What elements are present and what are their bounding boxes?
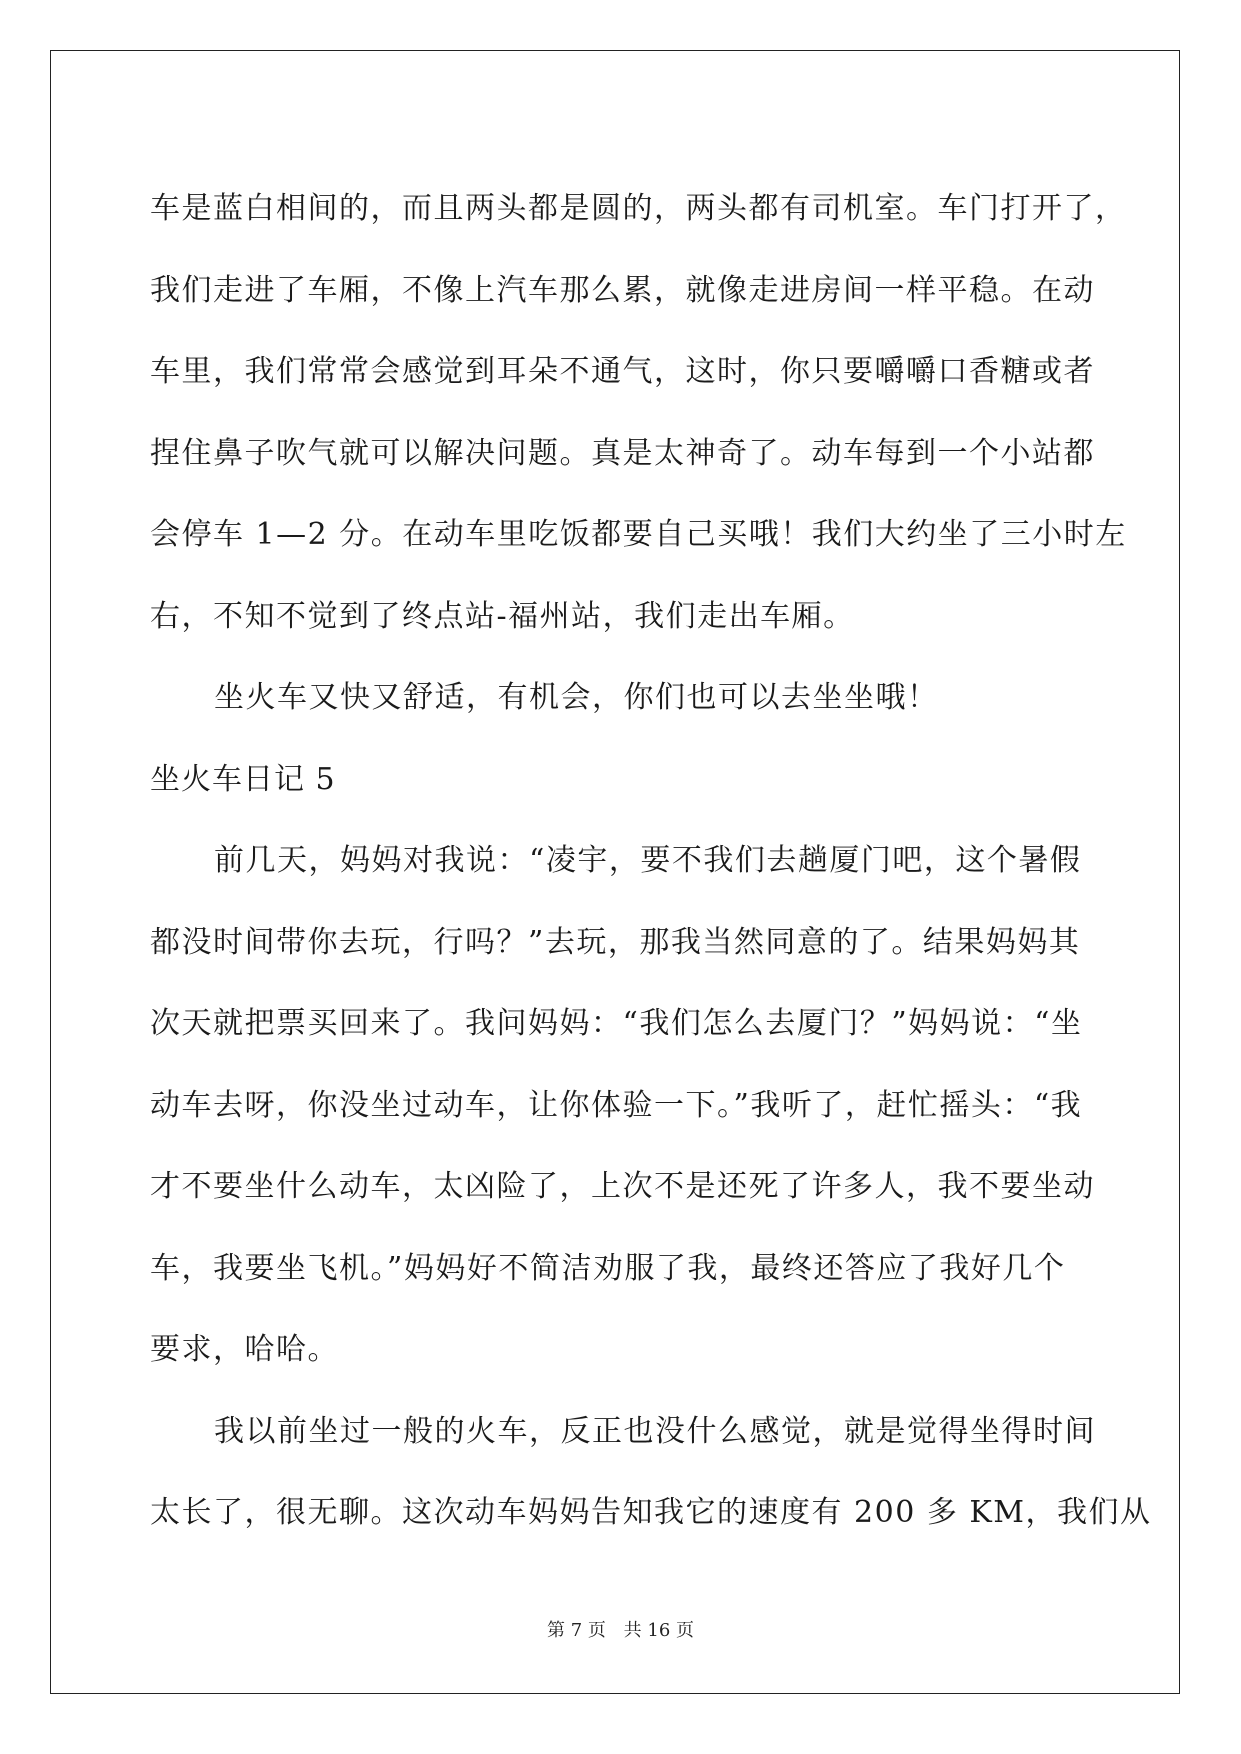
page-total: 共 16 页 [623,1620,694,1641]
paragraph-line: 动车去呀，你没坐过动车，让你体验一下。”我听了，赶忙摇头：“我 [150,1087,1083,1123]
section-heading: 坐火车日记 5 [150,761,336,797]
paragraph-line: 右，不知不觉到了终点站-福州站，我们走出车厢。 [150,598,855,634]
paragraph-line: 都没时间带你去玩，行吗？”去玩，那我当然同意的了。结果妈妈其 [150,924,1081,960]
page-footer [0,1616,1241,1642]
paragraph-line: 车，我要坐飞机。”妈妈好不简洁劝服了我，最终还答应了我好几个 [150,1250,1066,1286]
paragraph-line: 太长了，很无聊。这次动车妈妈告知我它的速度有 200 多 KM，我们从 [150,1495,1152,1530]
paragraph-line: 要求，哈哈。 [150,1332,339,1367]
paragraph-line: 车里，我们常常会感觉到耳朵不通气，这时，你只要嚼嚼口香糖或者 [150,354,1095,389]
paragraph-line: 我们走进了车厢，不像上汽车那么累，就像走进房间一样平稳。在动 [150,272,1095,308]
page-number: 第 7 页 [547,1620,606,1641]
paragraph-line: 车是蓝白相间的，而且两头都是圆的，两头都有司机室。车门打开了， [150,191,1127,226]
paragraph-line: 会停车 1—2 分。在动车里吃饭都要自己买哦！我们大约坐了三小时左 [150,517,1127,552]
paragraph-line: 我以前坐过一般的火车，反正也没什么感觉，就是觉得坐得时间 [214,1413,1096,1449]
paragraph-line: 前几天，妈妈对我说：“凌宇，要不我们去趟厦门吧，这个暑假 [214,843,1082,878]
paragraph-line: 捏住鼻子吹气就可以解决问题。真是太神奇了。动车每到一个小站都 [150,435,1095,471]
paragraph-line: 坐火车又快又舒适，有机会，你们也可以去坐坐哦！ [214,680,939,715]
document-body [150,168,1152,1554]
paragraph-line: 次天就把票买回来了。我问妈妈：“我们怎么去厦门？”妈妈说：“坐 [150,1006,1083,1041]
paragraph-line: 才不要坐什么动车，太凶险了，上次不是还死了许多人，我不要坐动 [150,1169,1095,1204]
